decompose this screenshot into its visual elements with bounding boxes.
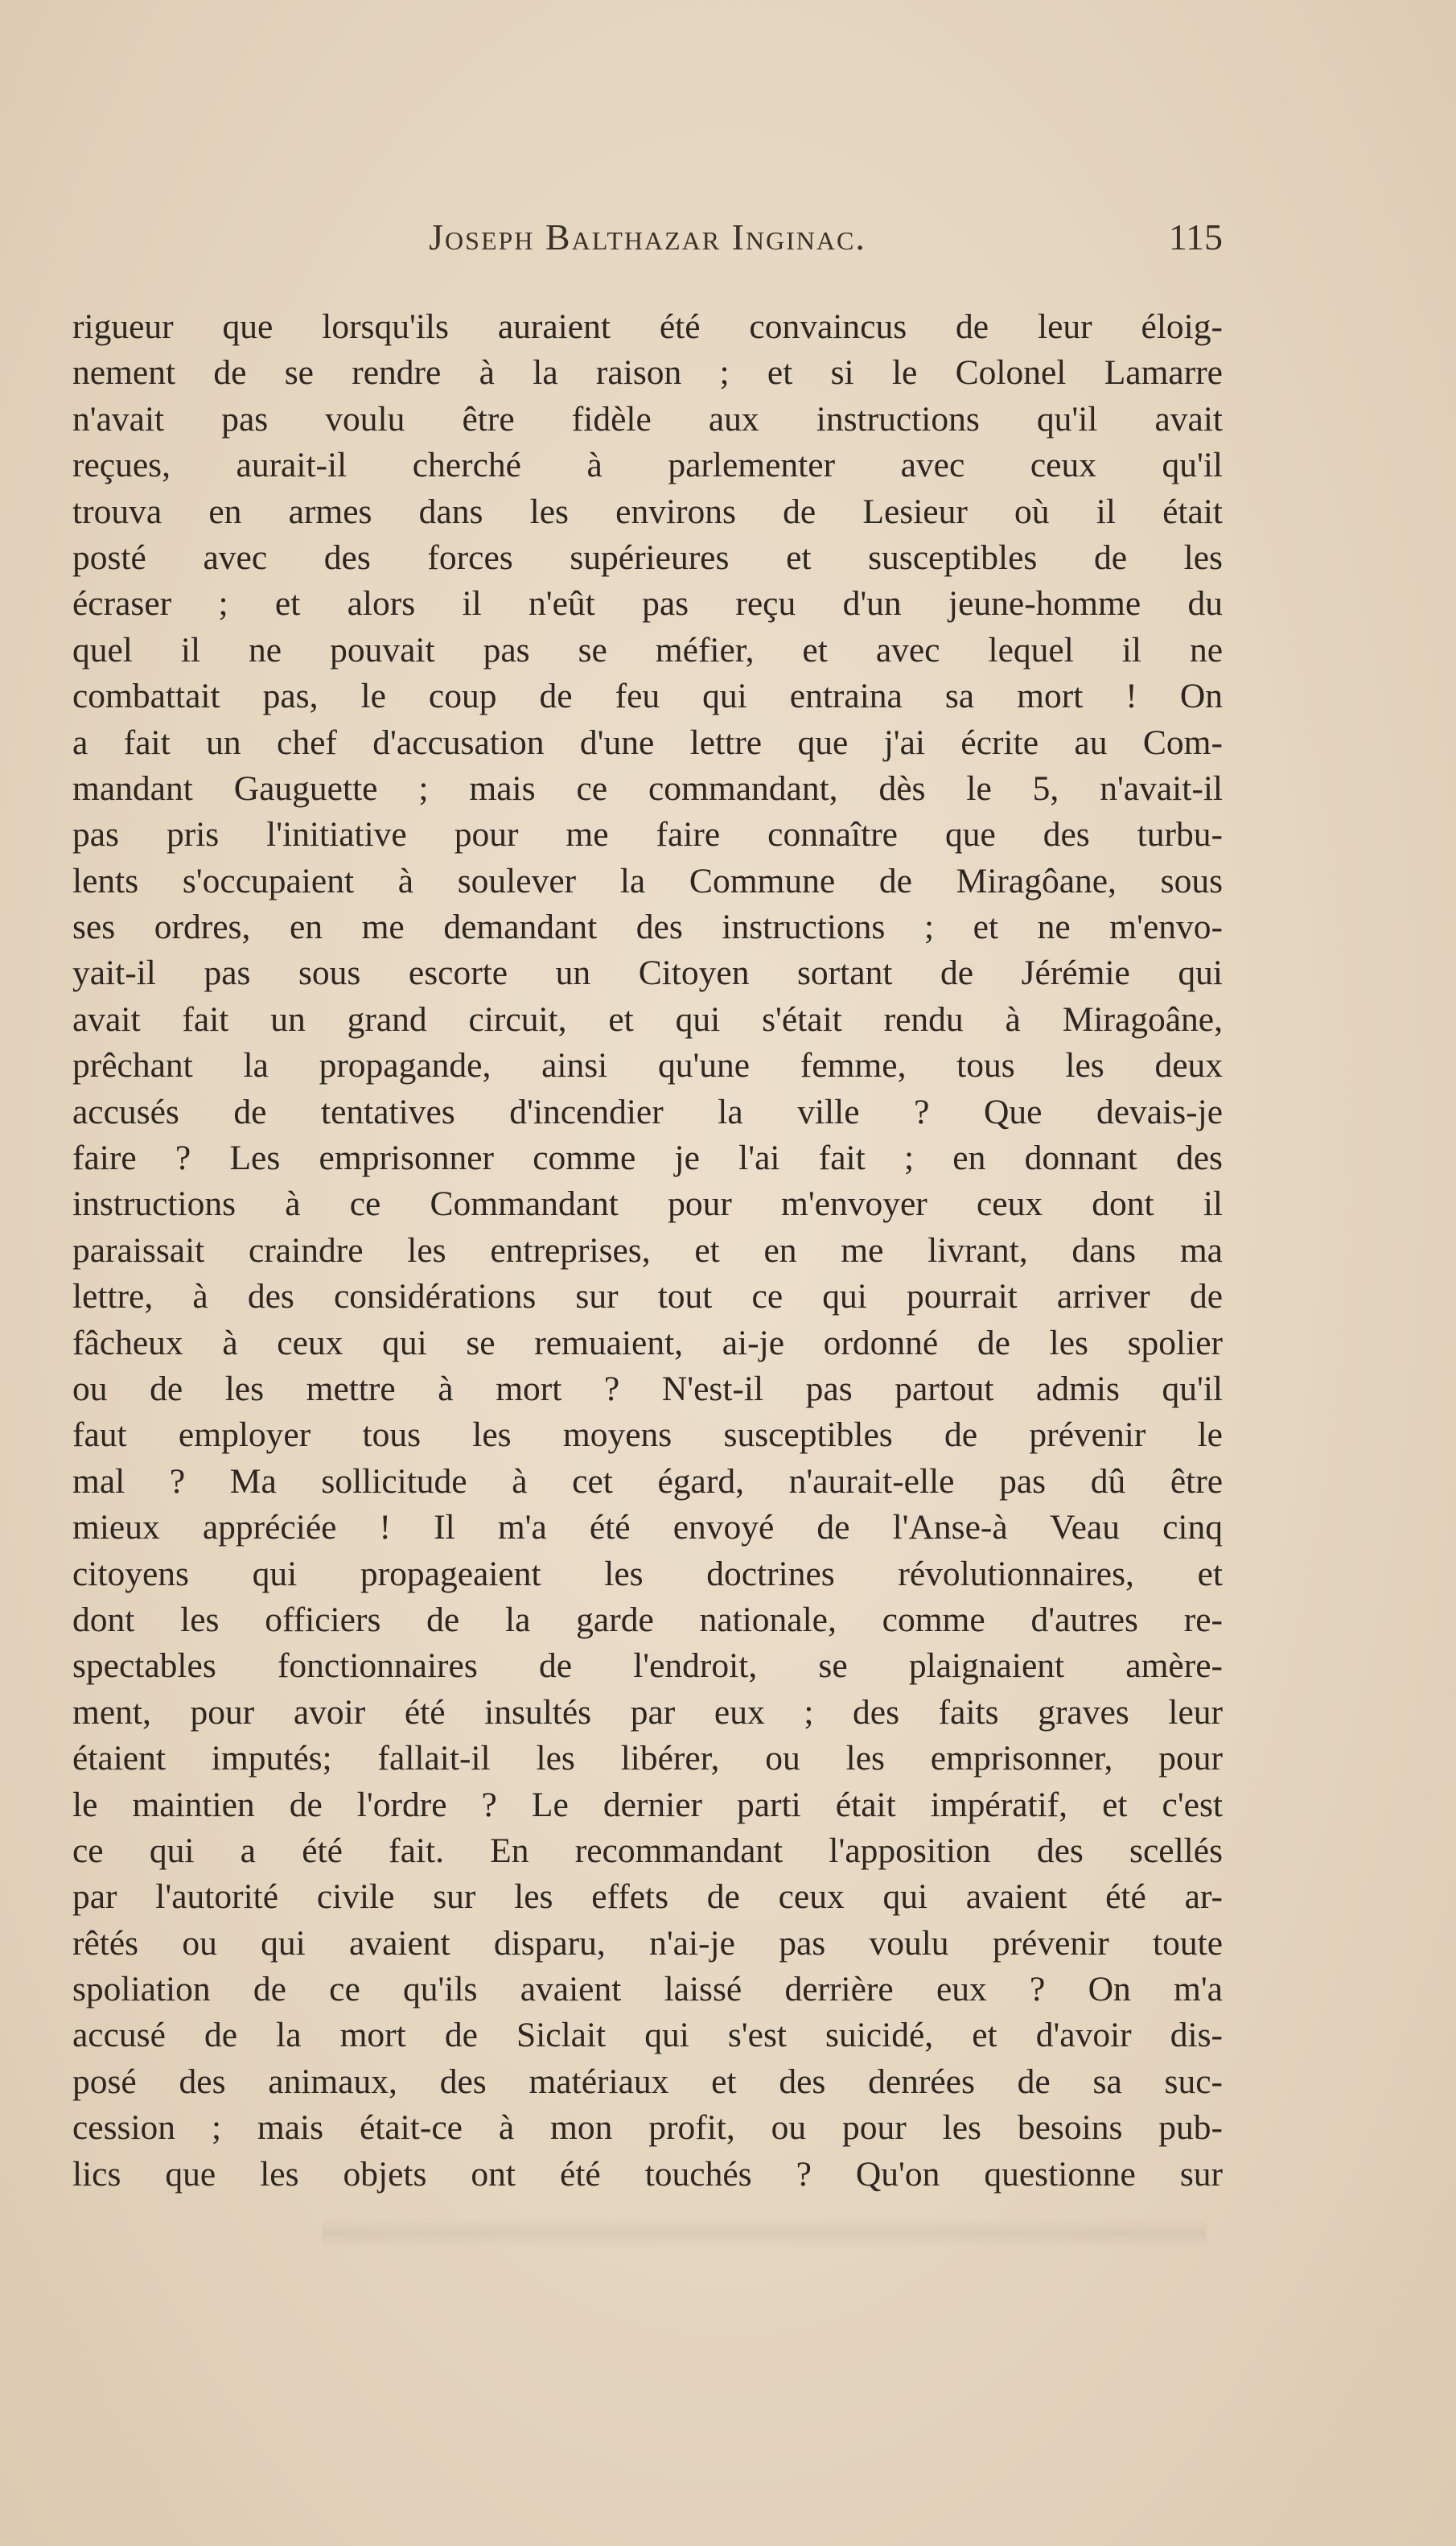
- text-line: écraser ; et alors il n'eût pas reçu d'un jeune-homme du: [72, 584, 1223, 624]
- text-line: nement de se rendre à la raison ; et si le Colonel Lamarre: [72, 353, 1223, 393]
- text-line: ou de les mettre à mort ? N'est-il pas partout admis qu'il: [72, 1369, 1223, 1408]
- text-line: dont les officiers de la garde nationale, comme d'autres re-: [72, 1600, 1223, 1639]
- running-title: Joseph Balthazar Inginac.: [429, 216, 866, 257]
- text-line: cession ; mais était-ce à mon profit, ou pour les besoins pub-: [72, 2108, 1223, 2148]
- text-line: combattait pas, le coup de feu qui entraina sa mort ! On: [72, 677, 1223, 716]
- text-line: paraissait craindre les entreprises, et en me livrant, dans ma: [72, 1230, 1223, 1270]
- text-line: n'avait pas voulu être fidèle aux instructions qu'il avait: [72, 399, 1223, 439]
- text-line: quel il ne pouvait pas se méfier, et avec lequel il ne: [72, 630, 1223, 669]
- text-line: mieux appréciée ! Il m'a été envoyé de l'Anse-à Veau cinq: [72, 1508, 1223, 1547]
- text-line: prêchant la propagande, ainsi qu'une femme, tous les deux: [72, 1046, 1223, 1086]
- text-line: fâcheux à ceux qui se remuaient, ai-je ordonné de les spolier: [72, 1323, 1223, 1362]
- text-line: faire ? Les emprisonner comme je l'ai fait ; en donnant des: [72, 1139, 1223, 1178]
- text-line: lettre, à des considérations sur tout ce qui pourrait arriver de: [72, 1277, 1223, 1316]
- text-line: mal ? Ma sollicitude à cet égard, n'aurait-elle pas dû être: [72, 1461, 1223, 1501]
- page-number: 115: [1168, 216, 1223, 257]
- text-line: étaient imputés; fallait-il les libérer, ou les emprisonner, pour: [72, 1739, 1223, 1778]
- text-line: pas pris l'initiative pour me faire connaître que des turbu-: [72, 815, 1223, 855]
- page-header: [72, 216, 1223, 280]
- text-line: faut employer tous les moyens susceptibles de prévenir le: [72, 1415, 1223, 1455]
- text-line: mandant Gauguette ; mais ce commandant, dès le 5, n'avait-il: [72, 768, 1223, 808]
- text-line: spectables fonctionnaires de l'endroit, se plaignaient amère-: [72, 1646, 1223, 1686]
- text-line: spoliation de ce qu'ils avaient laissé derrière eux ? On m'a: [72, 1970, 1223, 2009]
- body-text: [72, 304, 1223, 2198]
- text-line: lics que les objets ont été touchés ? Qu'on questionne sur: [72, 2154, 1223, 2194]
- text-line: citoyens qui propageaient les doctrines révolutionnaires, et: [72, 1554, 1223, 1593]
- show-through-shadow: [322, 2217, 1207, 2249]
- text-line: ses ordres, en me demandant des instructions ; et ne m'envo-: [72, 908, 1223, 947]
- text-line: instructions à ce Commandant pour m'envoyer ceux dont il: [72, 1184, 1223, 1224]
- text-line: le maintien de l'ordre ? Le dernier parti était impératif, et c'est: [72, 1785, 1223, 1824]
- text-line: accusés de tentatives d'incendier la ville ? Que devais-je: [72, 1092, 1223, 1131]
- text-line: ce qui a été fait. En recommandant l'apposition des scellés: [72, 1831, 1223, 1870]
- text-line: reçues, aurait-il cherché à parlementer avec ceux qu'il: [72, 446, 1223, 485]
- text-line: ment, pour avoir été insultés par eux ; des faits graves leur: [72, 1692, 1223, 1732]
- text-line: posté avec des forces supérieures et susceptibles de les: [72, 538, 1223, 577]
- text-line: posé des animaux, des matériaux et des denrées de sa suc-: [72, 2062, 1223, 2101]
- text-line: trouva en armes dans les environs de Lesieur où il était: [72, 492, 1223, 531]
- text-line: par l'autorité civile sur les effets de ceux qui avaient été ar-: [72, 1877, 1223, 1917]
- text-line: accusé de la mort de Siclait qui s'est suicidé, et d'avoir dis-: [72, 2016, 1223, 2055]
- text-line: yait-il pas sous escorte un Citoyen sortant de Jérémie qui: [72, 954, 1223, 993]
- text-line: rêtés ou qui avaient disparu, n'ai-je pas voulu prévenir toute: [72, 1923, 1223, 1963]
- text-line: a fait un chef d'accusation d'une lettre que j'ai écrite au Com-: [72, 723, 1223, 762]
- text-line: avait fait un grand circuit, et qui s'était rendu à Miragoâne,: [72, 999, 1223, 1039]
- text-line: lents s'occupaient à soulever la Commune de Miragôane, sous: [72, 861, 1223, 900]
- text-line: rigueur que lorsqu'ils auraient été convaincus de leur éloig-: [72, 307, 1223, 346]
